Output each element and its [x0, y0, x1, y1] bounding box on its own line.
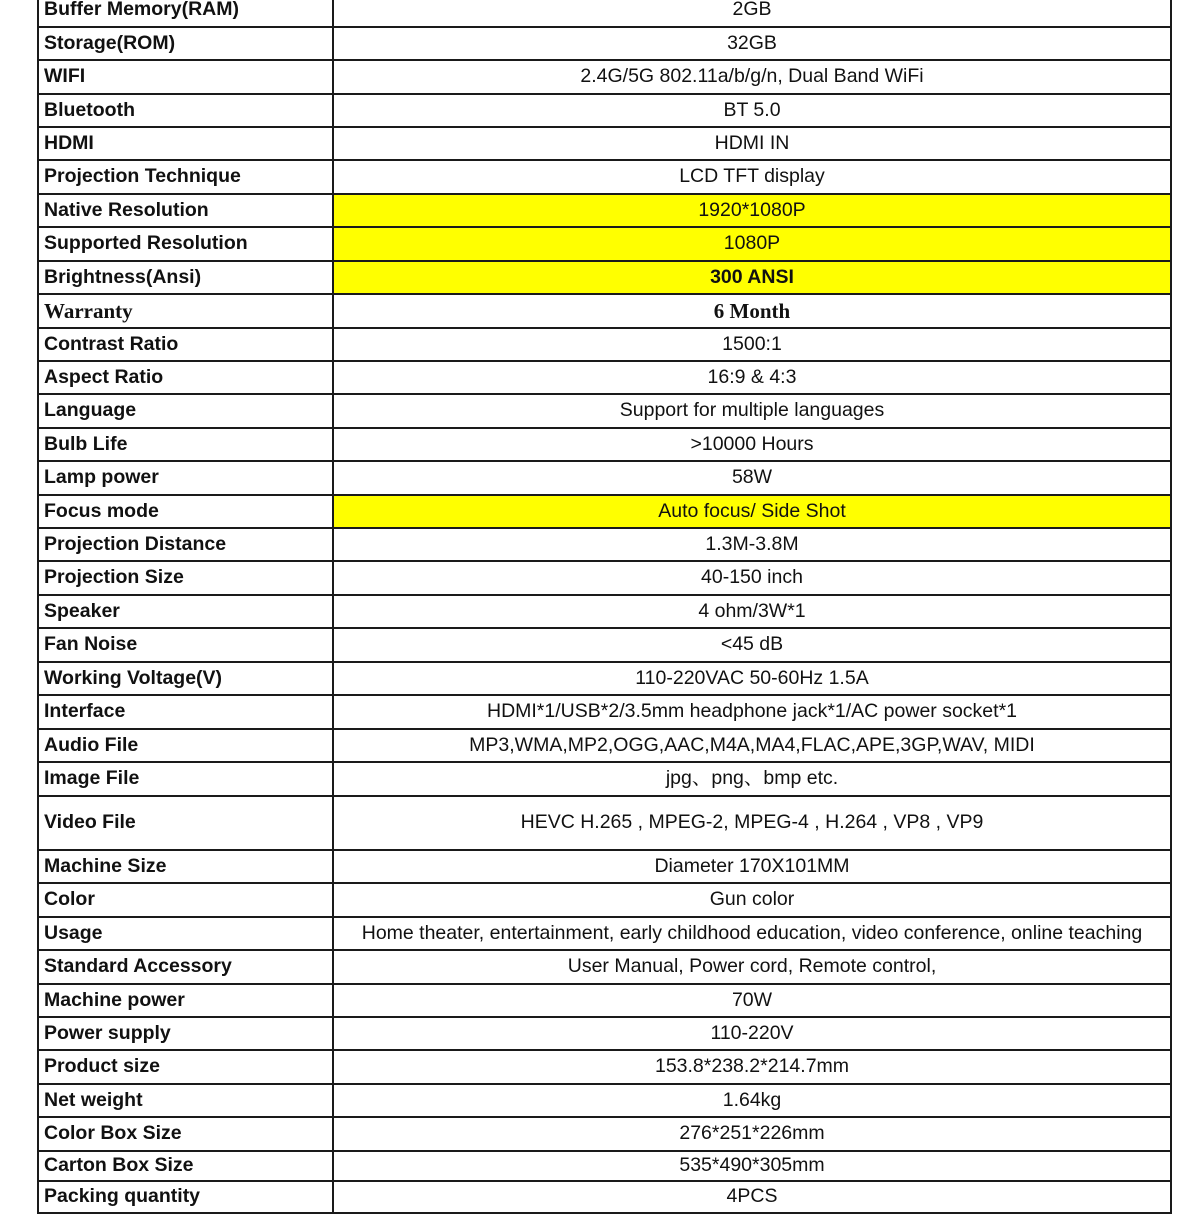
spec-label: Standard Accessory	[38, 950, 333, 984]
spec-label: Net weight	[38, 1084, 333, 1117]
spec-row-carton-box-size	[38, 1151, 1171, 1181]
spec-row-net-weight	[38, 1084, 1171, 1117]
spec-label: Speaker	[38, 595, 333, 628]
spec-row-bluetooth	[38, 94, 1171, 127]
spec-row-projection-distance	[38, 528, 1171, 561]
spec-value: 110-220VAC 50-60Hz 1.5A	[333, 662, 1171, 695]
spec-value: 1.3M-3.8M	[333, 528, 1171, 561]
spec-label: Power supply	[38, 1017, 333, 1050]
spec-label: Storage(ROM)	[38, 27, 333, 60]
spec-value: User Manual, Power cord, Remote control,	[333, 950, 1171, 984]
spec-row-usage	[38, 917, 1171, 950]
spec-label: Bulb Life	[38, 428, 333, 461]
spec-value: 1500:1	[333, 328, 1171, 361]
spec-value: Gun color	[333, 883, 1171, 917]
spec-value: BT 5.0	[333, 94, 1171, 127]
spec-value: Diameter 170X101MM	[333, 850, 1171, 883]
spec-value: 70W	[333, 984, 1171, 1017]
spec-label: Focus mode	[38, 495, 333, 528]
spec-value: MP3,WMA,MP2,OGG,AAC,M4A,MA4,FLAC,APE,3GP,WAV, MIDI	[333, 729, 1171, 762]
spec-row-fan-noise	[38, 628, 1171, 662]
spec-value: HDMI IN	[333, 127, 1171, 160]
spec-label: HDMI	[38, 127, 333, 160]
spec-row-speaker	[38, 595, 1171, 628]
spec-value: 32GB	[333, 27, 1171, 60]
spec-label: Image File	[38, 762, 333, 796]
spec-row-projection-technique	[38, 160, 1171, 194]
spec-label: WIFI	[38, 60, 333, 94]
spec-label: Brightness(Ansi)	[38, 261, 333, 294]
spec-row-brightness	[38, 261, 1171, 294]
spec-value: 4PCS	[333, 1181, 1171, 1213]
spec-row-interface	[38, 695, 1171, 729]
spec-value: Auto focus/ Side Shot	[333, 495, 1171, 528]
spec-row-image-file	[38, 762, 1171, 796]
spec-value: 300 ANSI	[333, 261, 1171, 294]
spec-label: Projection Distance	[38, 528, 333, 561]
spec-row-standard-accessory	[38, 950, 1171, 984]
spec-label: Supported Resolution	[38, 227, 333, 261]
spec-row-projection-size	[38, 561, 1171, 595]
spec-row-audio-file	[38, 729, 1171, 762]
spec-row-focus-mode	[38, 495, 1171, 528]
spec-label: Lamp power	[38, 461, 333, 495]
spec-row-contrast-ratio	[38, 328, 1171, 361]
spec-row-native-resolution	[38, 194, 1171, 227]
spec-label: Aspect Ratio	[38, 361, 333, 394]
spec-value: 6 Month	[333, 294, 1171, 328]
spec-value: 16:9 & 4:3	[333, 361, 1171, 394]
spec-label: Bluetooth	[38, 94, 333, 127]
spec-row-lamp-power	[38, 461, 1171, 495]
spec-label: Warranty	[38, 294, 333, 328]
spec-row-color	[38, 883, 1171, 917]
spec-value: 4 ohm/3W*1	[333, 595, 1171, 628]
spec-label: Color	[38, 883, 333, 917]
spec-label: Projection Size	[38, 561, 333, 595]
spec-value: jpg、png、bmp etc.	[333, 762, 1171, 796]
spec-label: Packing quantity	[38, 1181, 333, 1213]
spec-row-color-box-size	[38, 1117, 1171, 1151]
spec-label: Video File	[38, 796, 333, 850]
spec-value: 1920*1080P	[333, 194, 1171, 227]
spec-value: 153.8*238.2*214.7mm	[333, 1050, 1171, 1084]
spec-value: LCD TFT display	[333, 160, 1171, 194]
spec-value: 535*490*305mm	[333, 1151, 1171, 1181]
spec-row-language	[38, 394, 1171, 428]
spec-label: Language	[38, 394, 333, 428]
spec-row-working-voltage	[38, 662, 1171, 695]
spec-value: 110-220V	[333, 1017, 1171, 1050]
spec-row-supported-resolution	[38, 227, 1171, 261]
spec-label: Native Resolution	[38, 194, 333, 227]
spec-value: 276*251*226mm	[333, 1117, 1171, 1151]
spec-label: Product size	[38, 1050, 333, 1084]
spec-row-storage	[38, 27, 1171, 60]
spec-row-power-supply	[38, 1017, 1171, 1050]
spec-label: Usage	[38, 917, 333, 950]
spec-value: 1.64kg	[333, 1084, 1171, 1117]
spec-row-machine-power	[38, 984, 1171, 1017]
spec-row-buffer-memory	[38, 0, 1171, 27]
spec-row-hdmi	[38, 127, 1171, 160]
spec-value: >10000 Hours	[333, 428, 1171, 461]
spec-value: 40-150 inch	[333, 561, 1171, 595]
spec-value: 2GB	[333, 0, 1171, 27]
spec-row-wifi	[38, 60, 1171, 94]
spec-value: <45 dB	[333, 628, 1171, 662]
spec-label: Audio File	[38, 729, 333, 762]
spec-table	[37, 0, 1172, 1214]
spec-value: Home theater, entertainment, early childhood education, video conference, online teaching	[333, 917, 1171, 950]
spec-label: Projection Technique	[38, 160, 333, 194]
spec-row-video-file	[38, 796, 1171, 850]
spec-label: Machine power	[38, 984, 333, 1017]
spec-label: Interface	[38, 695, 333, 729]
spec-label: Carton Box Size	[38, 1151, 333, 1181]
spec-value: HDMI*1/USB*2/3.5mm headphone jack*1/AC power socket*1	[333, 695, 1171, 729]
spec-value: 58W	[333, 461, 1171, 495]
spec-row-aspect-ratio	[38, 361, 1171, 394]
spec-row-warranty	[38, 294, 1171, 328]
spec-value: HEVC H.265 , MPEG-2, MPEG-4 , H.264 , VP8 , VP9	[333, 796, 1171, 850]
spec-label: Buffer Memory(RAM)	[38, 0, 333, 27]
spec-value: 2.4G/5G 802.11a/b/g/n, Dual Band WiFi	[333, 60, 1171, 94]
spec-value: Support for multiple languages	[333, 394, 1171, 428]
spec-label: Working Voltage(V)	[38, 662, 333, 695]
spec-row-packing-quantity	[38, 1181, 1171, 1213]
spec-label: Machine Size	[38, 850, 333, 883]
spec-label: Fan Noise	[38, 628, 333, 662]
spec-row-bulb-life	[38, 428, 1171, 461]
spec-label: Contrast Ratio	[38, 328, 333, 361]
spec-row-machine-size	[38, 850, 1171, 883]
spec-row-product-size	[38, 1050, 1171, 1084]
spec-value: 1080P	[333, 227, 1171, 261]
spec-label: Color Box Size	[38, 1117, 333, 1151]
